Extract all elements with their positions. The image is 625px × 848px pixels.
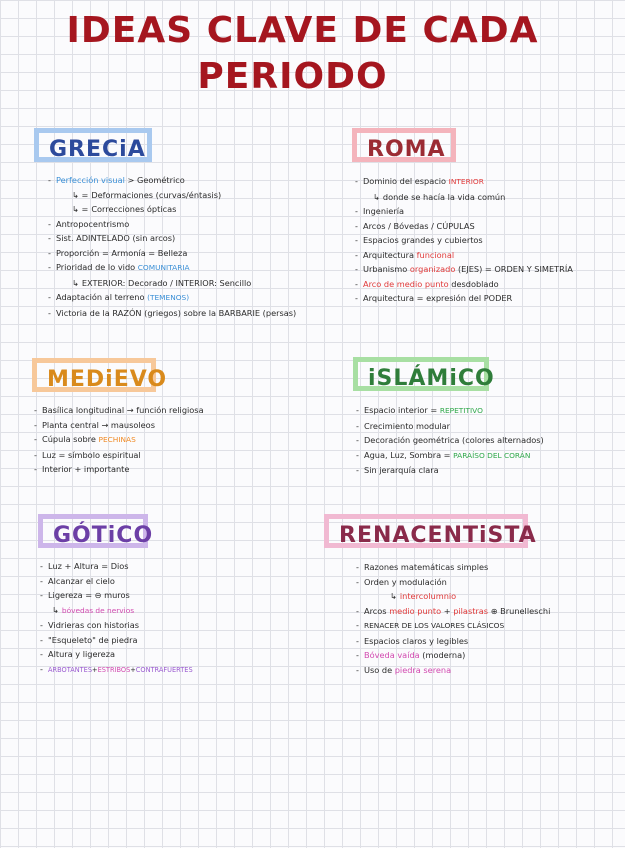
list-item: - Arcos / Bóvedas / CÚPULAS [355, 220, 475, 231]
list-item: - Antropocentrismo [48, 218, 130, 229]
roma-notes [355, 174, 573, 306]
renacentista-notes [356, 560, 550, 677]
list-item: - Decoración geométrica (colores alternados) [356, 435, 544, 445]
grecia-heading: GRECiA [34, 128, 152, 162]
list-item: - Arcos medio punto + pilastras ⊕ Brunelleschi [356, 605, 551, 616]
list-item: - ARBOTANTES+ESTRIBOS+CONTRAFUERTES [40, 663, 193, 674]
list-item: - Arquitectura = expresión del PODER [355, 293, 513, 303]
list-item: - Vidrieras con historias [40, 620, 139, 630]
islamico-heading: iSLÁMiCO [353, 357, 489, 391]
list-item: - Altura y ligereza [40, 649, 116, 659]
list-item: - "Esqueleto" de piedra [40, 634, 138, 645]
medievo-notes [34, 403, 204, 477]
list-item: - Alcanzar el cielo [40, 575, 115, 586]
list-item: - RENACER DE LOS VALORES CLÁSICOS [356, 620, 505, 630]
list-item: - Ingeniería [355, 206, 404, 216]
gotico-heading: GÓTiCO [38, 514, 148, 548]
list-item: - Perfección visual > Geométrico [48, 175, 185, 185]
list-item: - Adaptación al terreno (TEMENOS) [48, 292, 190, 302]
list-item: - Urbanismo organizado (EJES) = ORDEN Y SIMETRÍA [355, 264, 573, 274]
list-item: - Interior + importante [34, 464, 130, 474]
islamico-notes [356, 403, 544, 478]
page-title-line2: PERIODO [197, 56, 388, 97]
grecia-notes [48, 173, 296, 320]
list-item: ↳ intercolumnio [390, 591, 457, 601]
medievo-heading: MEDiEVO [32, 358, 156, 392]
list-item: - Prioridad de lo vido COMUNITARIA [48, 262, 190, 272]
list-item: ↳ = Deformaciones (curvas/éntasis) [72, 189, 222, 200]
list-item: - Espacio interior = REPETITIVO [356, 405, 483, 415]
list-item: - Proporción = Armonía = Belleza [48, 247, 188, 258]
gotico-notes [40, 559, 193, 677]
list-item: ↳ EXTERIOR: Decorado / INTERIOR: Sencillo [72, 277, 252, 288]
list-item: - Victoria de la RAZÓN (griegos) sobre la BARBARIE (persas) [48, 307, 297, 318]
list-item: - Espacios grandes y cubiertos [355, 235, 483, 245]
list-item: - Dominio del espacio INTERIOR [355, 176, 484, 186]
list-item: - Ligereza = ⊖ muros [40, 590, 130, 600]
page-title-line1: IDEAS CLAVE DE CADA [66, 10, 539, 51]
list-item: - Arco de medio punto desdoblado [355, 278, 499, 289]
list-item: - Orden y modulación [356, 576, 447, 587]
list-item: - Luz = símbolo espiritual [34, 449, 141, 460]
list-item: - Agua, Luz, Sombra = PARAÍSO DEL CORÁN [356, 449, 531, 460]
list-item: - Sin jerarquía clara [356, 465, 439, 475]
list-item: - Luz + Altura = Dios [40, 561, 129, 571]
list-item: - Sist. ADINTELADO (sin arcos) [48, 233, 176, 243]
list-item: - Arquitectura funcional [355, 249, 455, 260]
list-item: - Basílica longitudinal → función religiosa [34, 405, 204, 415]
list-item: ↳ donde se hacía la vida común [373, 191, 506, 202]
roma-heading: ROMA [352, 128, 456, 162]
list-item: - Razones matemáticas simples [356, 562, 489, 572]
list-item: - Espacios claros y legibles [356, 635, 469, 646]
list-item: - Uso de piedra serena [356, 664, 452, 675]
list-item: ↳ bóvedas de nervios [52, 604, 135, 615]
renacentista-heading: RENACENTiSTA [324, 514, 528, 548]
list-item: - Bóveda vaída (moderna) [356, 650, 466, 660]
list-item: - Cúpula sobre PECHINAS [34, 434, 136, 444]
list-item: - Planta central → mausoleos [34, 419, 155, 430]
list-item: - Crecimiento modular [356, 420, 451, 431]
list-item: ↳ = Correcciones ópticas [72, 204, 177, 214]
